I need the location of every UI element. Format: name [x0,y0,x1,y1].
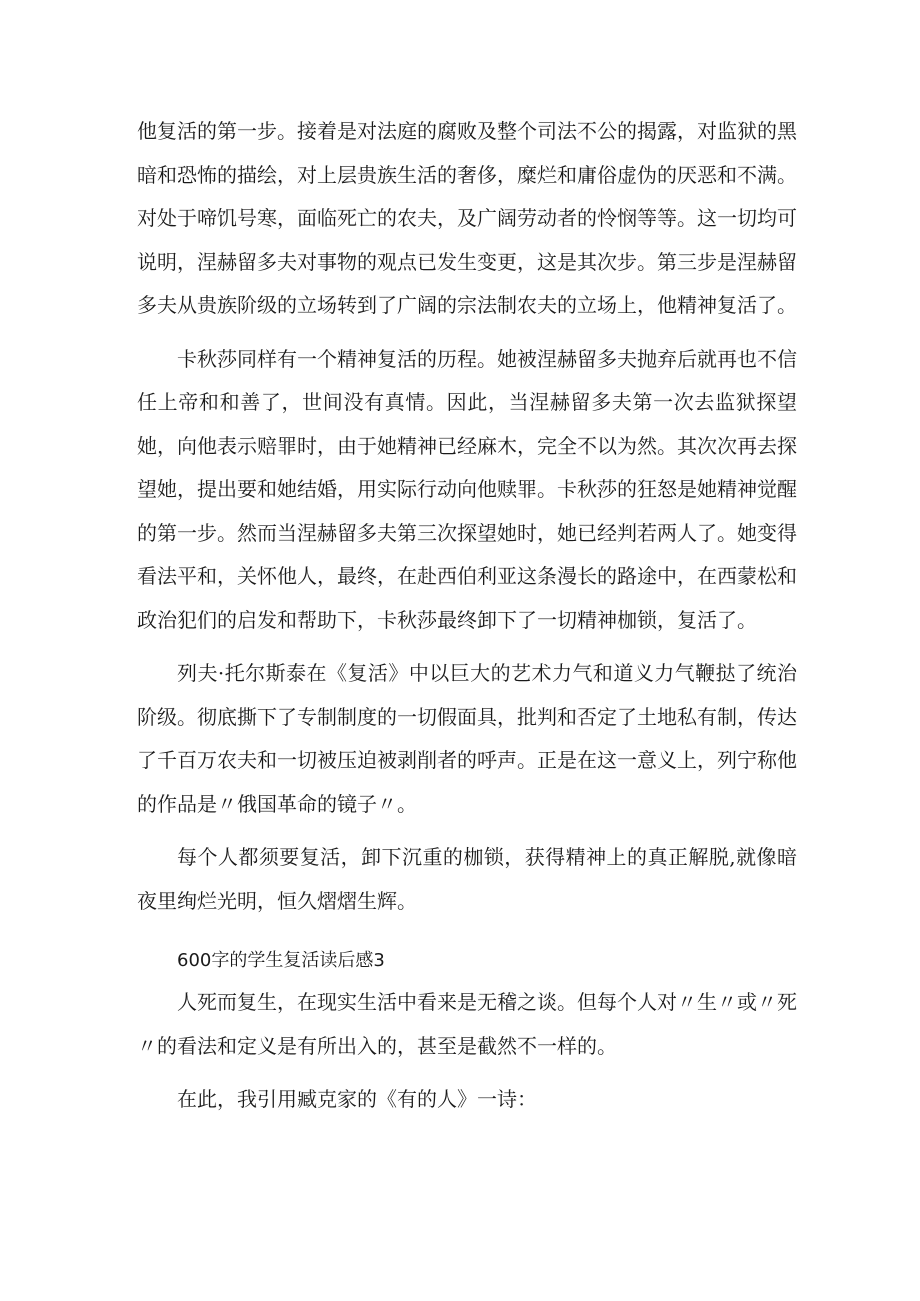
section-heading: 600字的学生复活读后感3 [177,950,385,971]
paragraph-poem-intro: 在此，我引用臧克家的《有的人》一诗： [177,1087,537,1111]
document-body [137,110,797,1132]
paragraph-conclusion: 每个人都须要复活，卸下沉重的枷锁，获得精神上的真正解脱,就像暗夜里绚烂光明，恒久熠熠生辉。 [137,845,797,913]
paragraph-tolstoy: 列夫·托尔斯泰在《复活》中以巨大的艺术力气和道义力气鞭挞了统治阶级。彻底撕下了专制制度的一切假面具，批判和否定了土地私有制，传达了千百万农夫和一切被压迫被剥削者的呼声。正是在这一意义上，列宁称他的作品是〃俄国革命的镜子〃。 [137,661,797,816]
paragraph-section-intro: 人死而复生，在现实生活中看来是无稽之谈。但每个人对〃生〃或〃死〃的看法和定义是有所出入的，甚至是截然不一样的。 [137,990,797,1058]
paragraph-continuation: 他复活的第一步。接着是对法庭的腐败及整个司法不公的揭露，对监狱的黑暗和恐怖的描绘，对上层贵族生活的奢侈，糜烂和庸俗虚伪的厌恶和不满。对处于啼饥号寒，面临死亡的农夫，及广阔劳动者的怜悯等等。这一切均可说明，涅赫留多夫对事物的观点已发生变更，这是其次步。第三步是涅赫留多夫从贵族阶级的立场转到了广阔的宗法制农夫的立场上，他精神复活了。 [137,119,797,317]
paragraph-katyusha: 卡秋莎同样有一个精神复活的历程。她被涅赫留多夫抛弃后就再也不信任上帝和和善了，世间没有真情。因此，当涅赫留多夫第一次去监狱探望她，向他表示赔罪时，由于她精神已经麻木，完全不以为然。其次次再去探望她，提出要和她结婚，用实际行动向他赎罪。卡秋莎的狂怒是她精神觉醒的第一步。然而当涅赫留多夫第三次探望她时，她已经判若两人了。她变得看法平和，关怀他人，最终，在赴西伯利亚这条漫长的路途中，在西蒙松和政治犯们的启发和帮助下，卡秋莎最终卸下了一切精神枷锁，复活了。 [137,346,797,632]
